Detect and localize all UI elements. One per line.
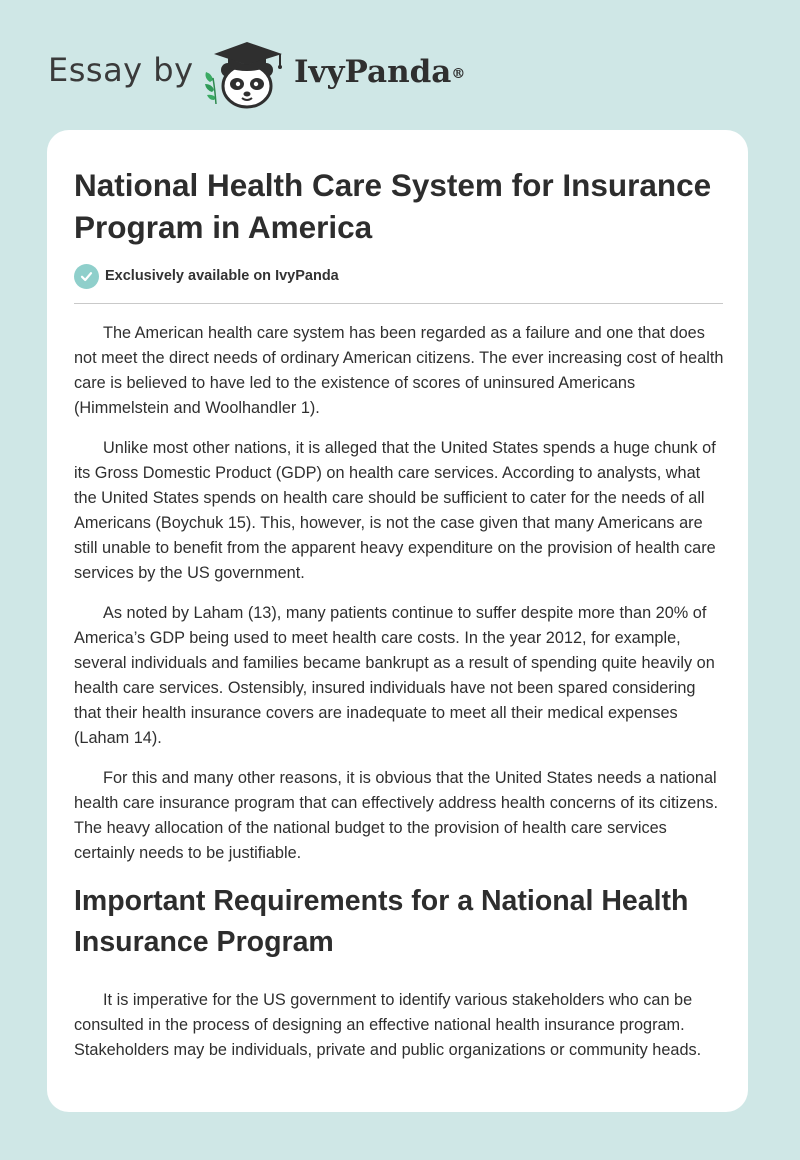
ivy-leaf-icon xyxy=(205,72,216,104)
essay-by-label: Essay by xyxy=(48,51,194,89)
paragraph: For this and many other reasons, it is obvious that the United States needs a national health care insurance program that can effectively address health concerns of its citizens. The heavy allocation of the national budget to the provision of health care services certainly needs to be justifiable. xyxy=(74,769,719,862)
section-heading: Important Requirements for a National Health Insurance Program xyxy=(74,885,689,958)
paragraph: Unlike most other nations, it is alleged that the United States spends a huge chunk of its Gross Domestic Product (GDP) on health care services. According to analysts, what the United States spends on health care should be sufficient to cater for the needs of all Americans (Boychuk 15). This, however, is not the case given that many Americans are still unable to benefit from the apparent heavy expenditure on the provision of health care services by the US government. xyxy=(74,439,716,582)
check-circle-icon xyxy=(74,264,99,289)
exclusive-badge xyxy=(74,263,339,289)
paragraph: As noted by Laham (13), many patients continue to suffer despite more than 20% of America’s GDP being used to meet health care costs. In the year 2012, for example, several individuals and families became bankrupt as a result of spending quite heavily on health care services. Ostensibly, insured individuals have not been spared considering that their health insurance covers are inadequate to meet all their medical expenses (Laham 14). xyxy=(74,604,715,747)
registered-mark: ® xyxy=(451,66,466,82)
panda-graduation-cap-icon[interactable] xyxy=(200,34,292,110)
site-header xyxy=(0,0,800,130)
essay-body xyxy=(74,321,726,1078)
exclusive-label: Exclusively available on IvyPanda xyxy=(105,268,339,284)
brand-logo-text[interactable] xyxy=(294,52,465,92)
paragraph: The American health care system has been regarded as a failure and one that does not meet the direct needs of ordinary American citizens. The ever increasing cost of health care is believed to have led to the existence of scores of uninsured Americans (Himmelstein and Woolhandler 1). xyxy=(74,324,724,417)
divider xyxy=(74,303,723,304)
brand-name: IvyPanda xyxy=(294,54,452,90)
essay-card xyxy=(47,130,748,1112)
paragraph: It is imperative for the US government to identify various stakeholders who can be consulted in the process of designing an effective national health insurance program. Stakeholders may be individuals, private and public organizations or community heads. xyxy=(74,991,702,1059)
page-title: National Health Care System for Insurance Program in America xyxy=(74,167,712,245)
